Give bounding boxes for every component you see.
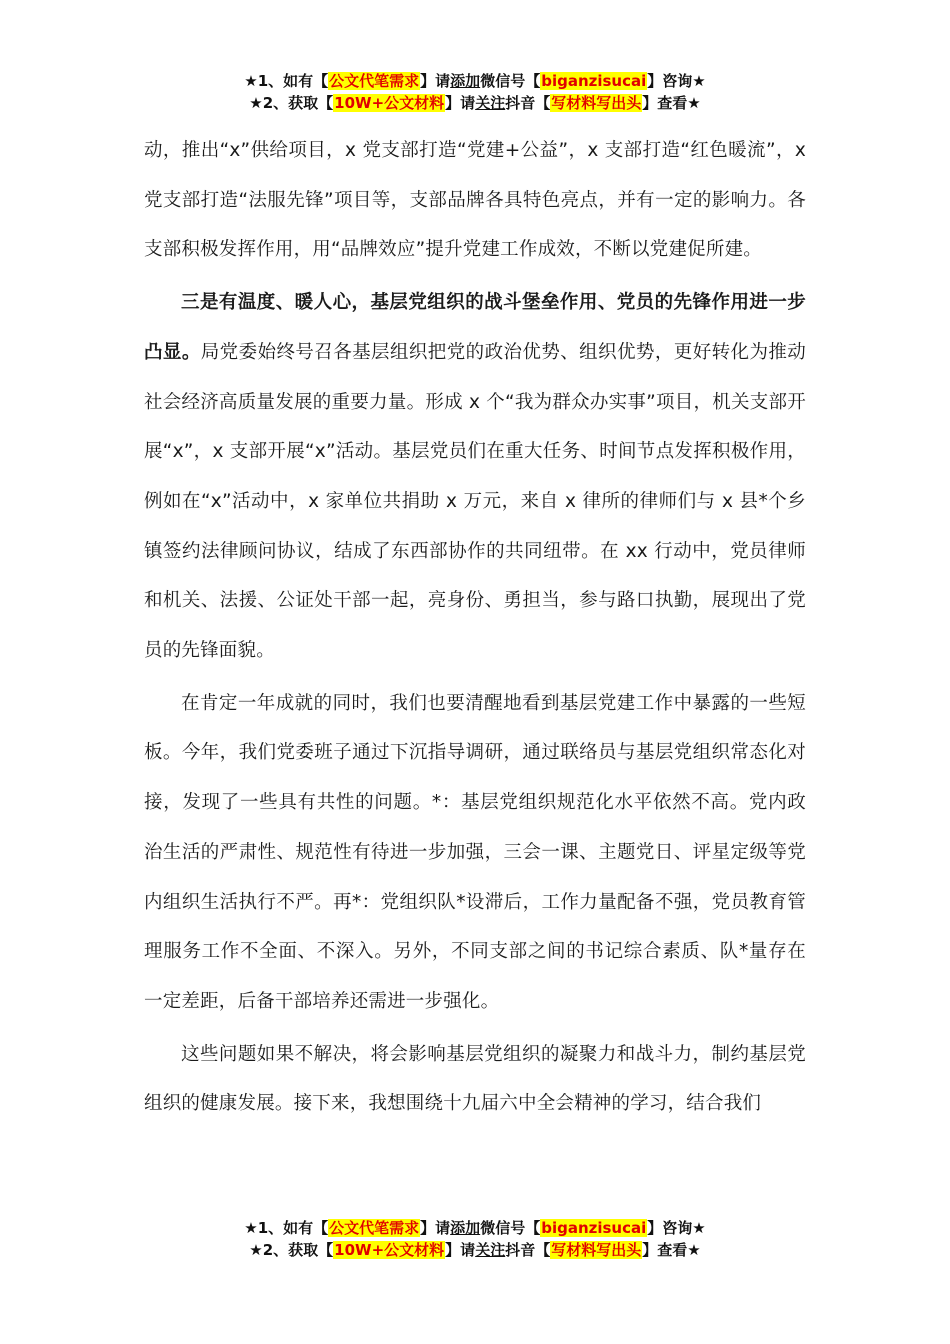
highlight-materials: 10W+公文材料: [334, 94, 445, 112]
banner-line-1: ★1、如有【公文代笔需求】请添加微信号【biganzisucai】咨询★: [244, 72, 706, 90]
underlined-follow: 关注: [475, 1241, 506, 1259]
document-body: [144, 126, 806, 1132]
paragraph-body: 局党委始终号召各基层组织把党的政治优势、组织优势，更好转化为推动社会经济高质量发展的重要力量。形成 x 个“我为群众办实事”项目，机关支部开展“x”，x 支部开展“x”活动。基层党员们在重大任务、时间节点发挥积极作用，例如在“x”活动中，x 家单位共捐助 x 万元，来自 x 律所的律师们与 x 县*个乡镇签约法律顾问协议，结成了东西部协作的共同纽带。在 xx 行动中，党员律师和机关、法援、公证处干部一起，亮身份、勇担当，参与路口执勤，展现出了党员的先锋面貌。: [144, 341, 806, 662]
paragraph-next-steps: 这些问题如果不解决，将会影响基层党组织的凝聚力和战斗力，制约基层党组织的健康发展。接下来，我想围绕十九届六中全会精神的学习，结合我们: [144, 1043, 806, 1115]
highlight-douyin-account: 写材料写出头: [551, 94, 642, 112]
highlight-service: 公文代笔需求: [329, 72, 420, 90]
header-banner: [0, 70, 950, 114]
paragraph-continuation: 动，推出“x”供给项目，x 党支部打造“党建+公益”，x 支部打造“红色暖流”，x 党支部打造“法服先锋”项目等，支部品牌各具特色亮点，并有一定的影响力。各支部积极发挥作用，用“品牌效应”提升党建工作成效，不断以党建促所建。: [144, 140, 806, 261]
star-icon: ★: [249, 94, 263, 112]
star-icon: ★: [244, 1219, 258, 1237]
paragraph-shortcomings: 在肯定一年成就的同时，我们也要清醒地看到基层党建工作中暴露的一些短板。今年，我们党委班子通过下沉指导调研，通过联络员与基层党组织常态化对接，发现了一些具有共性的问题。*：基层党组织规范化水平依然不高。党内政治生活的严肃性、规范性有待进一步加强，三会一课、主题党日、评星定级等党内组织生活执行不严。再*：党组织队*设滞后，工作力量配备不强，党员教育管理服务工作不全面、不深入。另外，不同支部之间的书记综合素质、队*量存在一定差距，后备干部培养还需进一步强化。: [144, 692, 806, 1012]
banner-line-2: ★2、获取【10W+公文材料】请关注抖音【写材料写出头】查看★: [249, 1241, 701, 1259]
highlight-materials: 10W+公文材料: [334, 1241, 445, 1259]
banner-line-1: ★1、如有【公文代笔需求】请添加微信号【biganzisucai】咨询★: [244, 1219, 706, 1237]
underlined-add: 添加: [450, 1219, 481, 1237]
star-icon: ★: [249, 1241, 263, 1259]
paragraph-third-point: [144, 278, 806, 676]
star-icon: ★: [692, 72, 706, 90]
underlined-follow: 关注: [475, 94, 506, 112]
star-icon: ★: [244, 72, 258, 90]
star-icon: ★: [687, 94, 701, 112]
highlight-douyin-account: 写材料写出头: [551, 1241, 642, 1259]
highlight-wechat-id: biganzisucai: [541, 72, 647, 90]
paragraph-heading: 三是有温度、暖人心，基层党组织的战斗堡垒作用、党员的先锋作用进一步凸显。: [144, 292, 806, 363]
underlined-add: 添加: [450, 72, 481, 90]
highlight-service: 公文代笔需求: [329, 1219, 420, 1237]
footer-banner: [0, 1217, 950, 1261]
highlight-wechat-id: biganzisucai: [541, 1219, 647, 1237]
banner-line-2: ★2、获取【10W+公文材料】请关注抖音【写材料写出头】查看★: [249, 94, 701, 112]
star-icon: ★: [687, 1241, 701, 1259]
star-icon: ★: [692, 1219, 706, 1237]
